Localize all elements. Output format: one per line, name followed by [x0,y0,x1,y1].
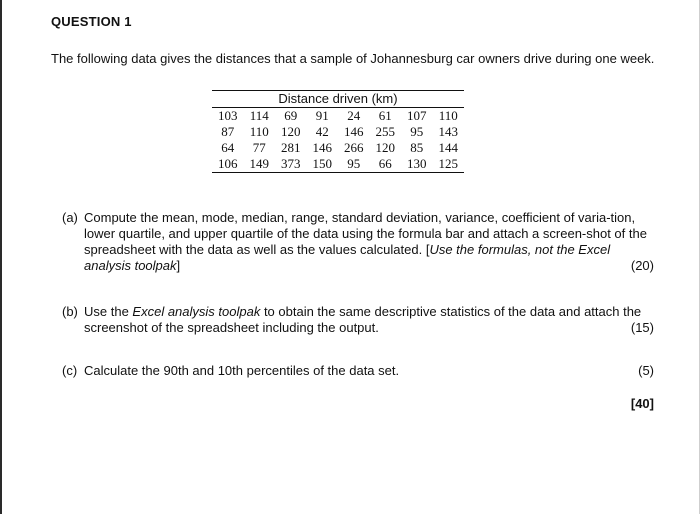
table-cell: 125 [433,156,465,173]
table-cell: 114 [249,108,269,123]
part-a-text [84,210,654,274]
table-cell: 281 [281,140,301,155]
part-c-text-main: Calculate the 90th and 10th percentiles of the data set. [84,363,400,378]
table-row [212,108,464,125]
table-row [212,124,464,140]
table-cell: 144 [438,140,458,155]
table-cell: 66 [370,156,402,173]
part-c-text [84,363,654,379]
part-b-text-start: Use the [84,304,133,319]
table-cell: 150 [307,156,339,173]
table-cell: 85 [410,140,424,155]
table-cell: 24 [347,108,361,123]
question-title: QUESTION 1 [51,14,132,29]
part-a-text-end: ] [176,258,181,273]
table-cell: 64 [221,140,235,155]
table-cell: 120 [281,124,301,139]
distance-table [212,90,464,173]
table-cell: 95 [410,124,424,139]
table-cell: 266 [344,140,364,155]
part-b-text-end: to obtain the same descriptive statistics of the data and attach the screenshot of the spreadsheet including the output. [84,304,642,335]
table-cell: 373 [275,156,307,173]
part-a-label: (a) [62,210,78,225]
part-a-text-italic: Use the formulas, not the Excel analysis toolpak [84,242,611,273]
table-header: Distance driven (km) [212,91,464,108]
table-row [212,140,464,156]
part-b-text [84,304,654,336]
table-cell: 149 [244,156,276,173]
table-cell: 110 [438,108,458,123]
table-cell: 107 [407,108,427,123]
table-cell: 110 [249,124,269,139]
total-marks: [40] [630,396,654,411]
table-cell: 143 [438,124,458,139]
part-c [62,363,654,379]
table-cell: 69 [284,108,298,123]
table-cell: 120 [375,140,395,155]
table-cell: 77 [252,140,266,155]
part-c-label: (c) [62,363,78,378]
table-cell: 42 [315,124,329,139]
table-cell: 146 [344,124,364,139]
part-b [62,304,654,336]
part-a-marks: (20) [630,258,654,273]
table-row [212,156,464,173]
question-intro: The following data gives the distances that a sample of Johannesburg car owners drive during one week. [51,51,655,66]
part-b-label: (b) [62,304,78,319]
table-cell: 130 [401,156,433,173]
page-left-edge [0,0,2,514]
table-cell: 87 [221,124,235,139]
part-b-marks: (15) [630,320,654,335]
table-cell: 106 [212,156,244,173]
table-cell: 91 [315,108,329,123]
part-a-text-main: Compute the mean, mode, median, range, standard deviation, variance, coefficient of varia-tion, lower quartile, and upper quartile of the data using the formula bar and attach a screen-shot of the spreadsheet with the data as well as the values calculated. [ [84,210,647,257]
table-cell: 146 [312,140,332,155]
table-header-row [212,91,464,108]
part-b-text-italic: Excel analysis toolpak [132,304,261,319]
table-cell: 103 [218,108,238,123]
part-c-marks: (5) [638,363,654,378]
table-cell: 61 [378,108,392,123]
table-cell: 95 [338,156,370,173]
table-cell: 255 [375,124,395,139]
part-a [62,210,654,274]
